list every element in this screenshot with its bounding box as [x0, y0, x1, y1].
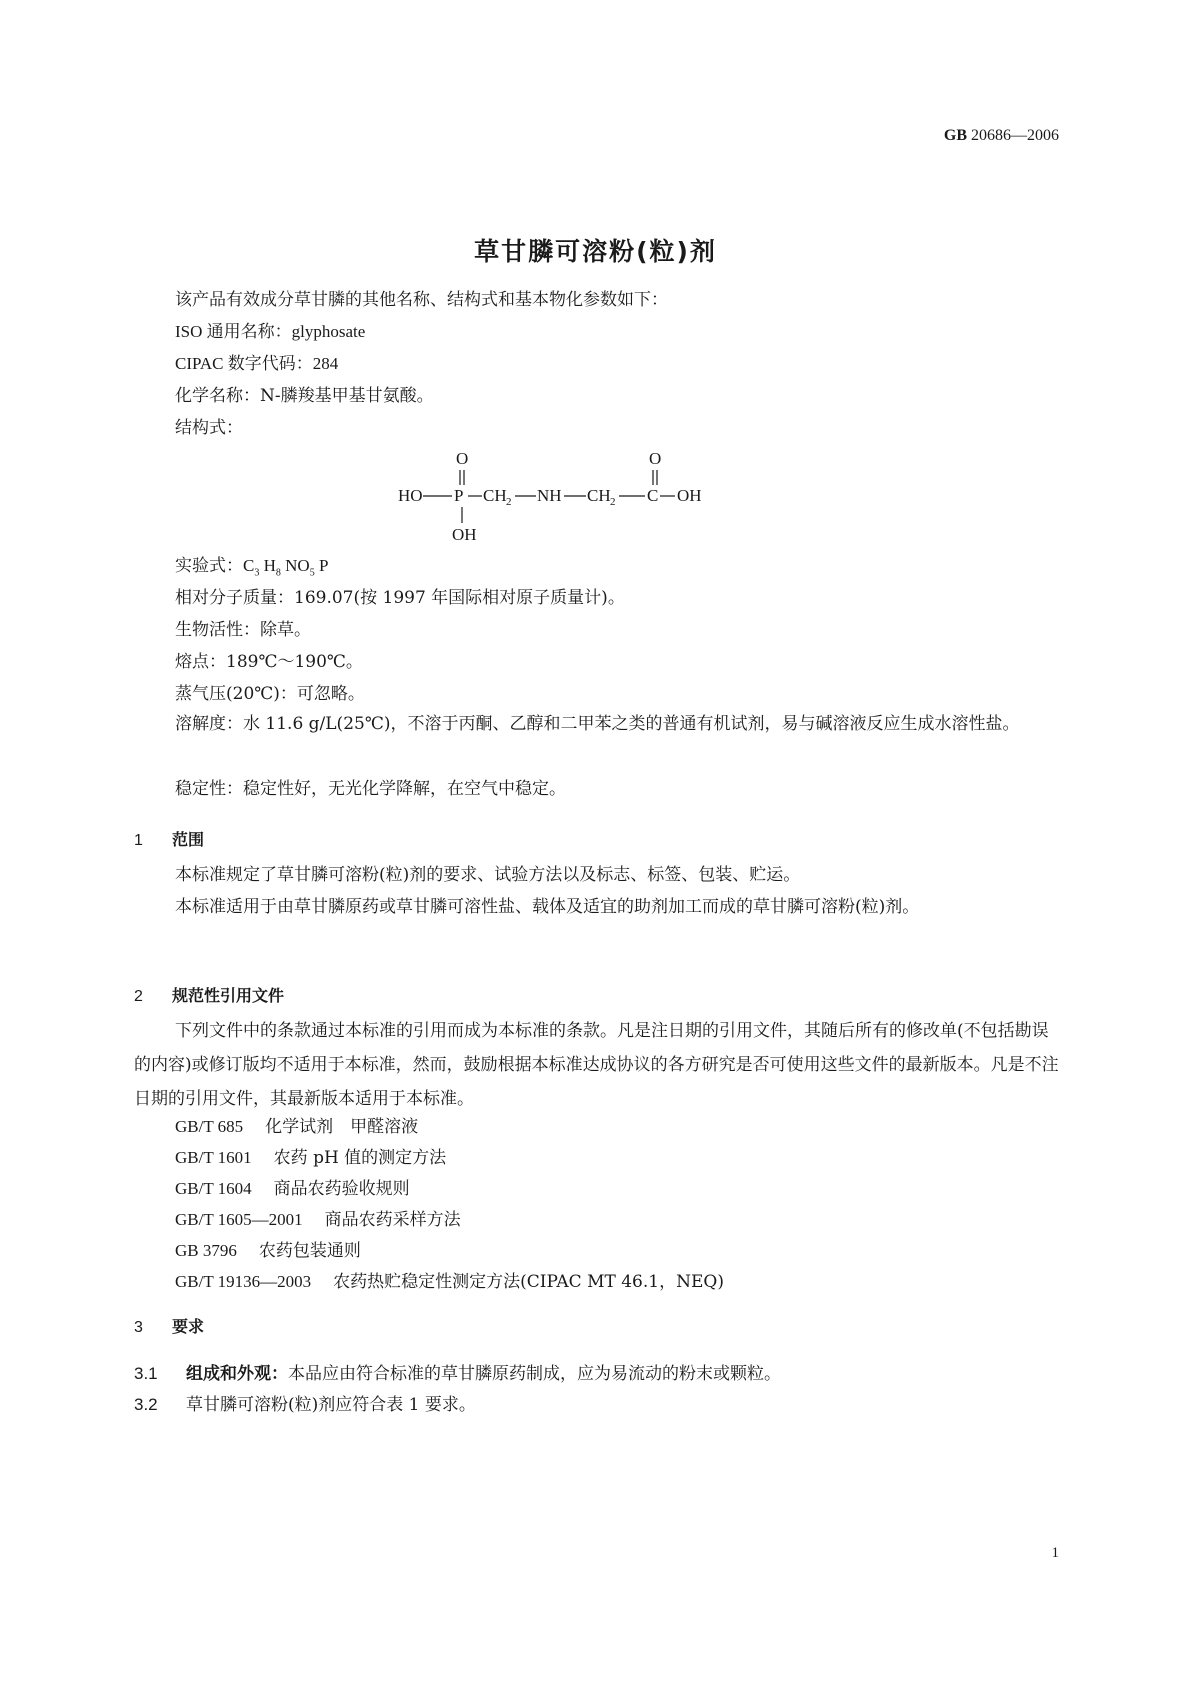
empirical-formula — [175, 556, 328, 583]
molecular-mass: 相对分子质量：169.07(按 1997 年国际相对原子质量计)。 — [175, 588, 625, 608]
empirical-h: H — [263, 556, 276, 575]
section-1-title: 范围 — [172, 830, 205, 849]
stability: 稳定性：稳定性好，无光化学降解，在空气中稳定。 — [175, 779, 566, 799]
section-1-paragraph-2: 本标准适用于由草甘膦原药或草甘膦可溶性盐、载体及适宜的助剂加工而成的草甘膦可溶粉(粒)剂。 — [175, 897, 920, 917]
melting-point: 熔点：189℃～190℃。 — [175, 652, 363, 672]
formula-oh-right: OH — [677, 486, 702, 505]
vapor-pressure: 蒸气压(20℃)：可忽略。 — [175, 684, 365, 704]
empirical-c-sub: 3 — [254, 567, 260, 579]
formula-nh: NH — [537, 486, 562, 505]
structural-formula — [390, 445, 730, 550]
empirical-label: 实验式： — [175, 556, 243, 576]
intro-line: 该产品有效成分草甘膦的其他名称、结构式和基本物化参数如下： — [175, 290, 668, 310]
structure-label: 结构式： — [175, 418, 243, 438]
standard-number: 20686—2006 — [971, 127, 1059, 144]
iso-name: ISO 通用名称：glyphosate — [175, 322, 366, 341]
section-1-heading — [134, 827, 204, 850]
formula-ho: HO — [398, 486, 423, 505]
section-3-title: 要求 — [172, 1317, 205, 1336]
formula-o-right: O — [649, 449, 662, 468]
formula-sub-a: 2 — [506, 496, 512, 508]
reference-item: GB/T 1601 农药 pH 值的测定方法 — [175, 1148, 447, 1168]
section-2-heading — [134, 983, 284, 1006]
section-2-paragraph: 下列文件中的条款通过本标准的引用而成为本标准的条款。凡是注日期的引用文件，其随后所有的修改单(不包括勘误的内容)或修订版均不适用于本标准，然而，鼓励根据本标准达成协议的各方研究是否可使用这些文件的最新版本。凡是不注日期的引用文件，其最新版本适用于本标准。 — [134, 1021, 1059, 1109]
section-1-number: 1 — [134, 832, 143, 849]
formula-p: P — [454, 486, 464, 505]
formula-o-left: O — [456, 449, 469, 468]
requirement-item: 3.2 草甘膦可溶粉(粒)剂应符合表 1 要求。 — [134, 1395, 476, 1415]
empirical-h-sub: 8 — [275, 567, 281, 579]
chemical-name: 化学名称：N-膦羧基甲基甘氨酸。 — [175, 386, 434, 406]
standard-code — [944, 127, 1059, 145]
section-3-number: 3 — [134, 1319, 143, 1336]
section-2-title: 规范性引用文件 — [172, 986, 285, 1005]
empirical-no-sub: 5 — [309, 567, 315, 579]
formula-ch-a: CH — [483, 486, 507, 505]
section-2-number: 2 — [134, 988, 143, 1005]
standard-prefix: GB — [943, 127, 967, 144]
page-number: 1 — [1051, 1545, 1059, 1561]
requirement-item: 3.1 组成和外观：本品应由符合标准的草甘膦原药制成，应为易流动的粉末或颗粒。 — [134, 1364, 781, 1384]
reference-item: GB/T 1605—2001 商品农药采样方法 — [175, 1210, 461, 1230]
formula-ch-b: CH — [587, 486, 611, 505]
reference-item: GB/T 19136—2003 农药热贮稳定性测定方法(CIPAC MT 46.1，NEQ) — [175, 1272, 724, 1292]
bio-activity: 生物活性：除草。 — [175, 620, 311, 640]
formula-c: C — [647, 486, 659, 505]
cipac-code: CIPAC 数字代码：284 — [175, 354, 339, 373]
formula-oh-bottom: OH — [452, 525, 477, 544]
formula-sub-b: 2 — [610, 496, 616, 508]
empirical-c: C — [243, 556, 255, 575]
document-title: 草甘膦可溶粉(粒)剂 — [474, 237, 717, 266]
empirical-p: P — [318, 556, 329, 575]
reference-item: GB/T 685 化学试剂 甲醛溶液 — [175, 1117, 419, 1137]
reference-item: GB 3796 农药包装通则 — [175, 1241, 361, 1261]
section-3-heading — [134, 1314, 204, 1337]
solubility: 溶解度：水 11.6 g/L(25℃)，不溶于丙酮、乙醇和二甲苯之类的普通有机试剂，易与碱溶液反应生成水溶性盐。 — [175, 714, 1020, 734]
section-1-paragraph-1: 本标准规定了草甘膦可溶粉(粒)剂的要求、试验方法以及标志、标签、包装、贮运。 — [175, 865, 801, 885]
reference-item: GB/T 1604 商品农药验收规则 — [175, 1179, 410, 1199]
empirical-no: NO — [285, 556, 310, 575]
